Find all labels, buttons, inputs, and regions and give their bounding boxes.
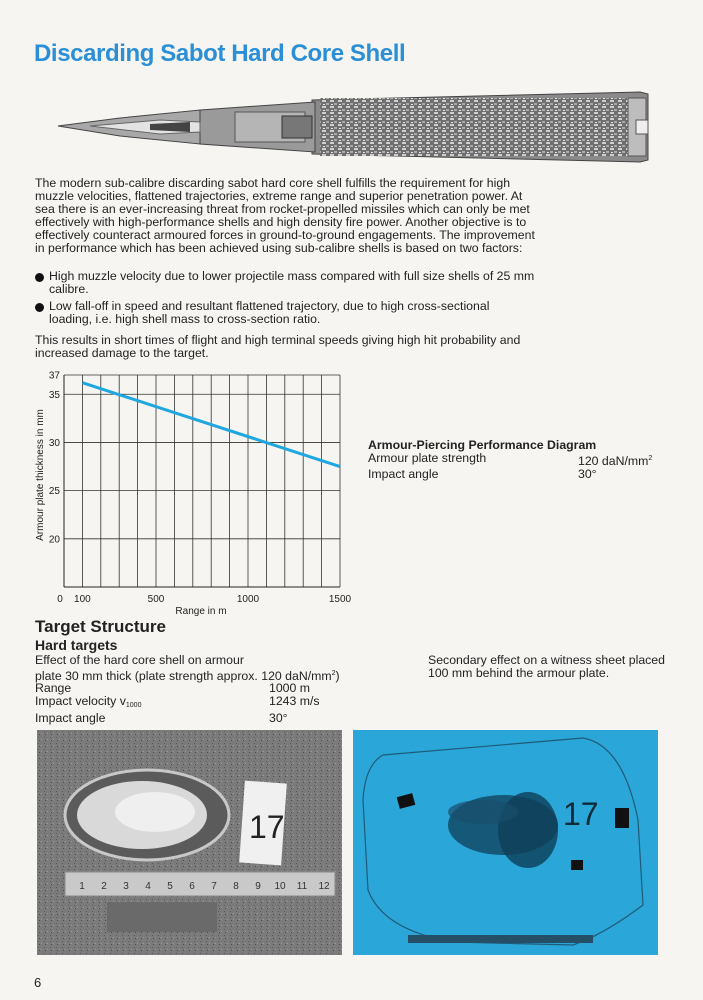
y-tick-label: 30 [48, 437, 60, 449]
x-tick-label: 1500 [328, 594, 352, 605]
ruler-number: 9 [255, 881, 261, 892]
ruler-number: 6 [189, 881, 195, 892]
y-tick-label: 20 [48, 534, 60, 546]
factor-list [35, 270, 535, 330]
y-tick-label: 35 [48, 389, 60, 401]
intro-paragraph: The modern sub-calibre discarding sabot hard core shell fulfills the requirement for high muzzle velocities, flattened trajectories, extreme range and superior penetration power. At sea there is an ever-increasing threat from rocket-propelled missiles which can only be met effectively with high-performance shells and high density fire power. Another objective is to effectively counteract armoured forces in ground-to-ground engagements. The improvement in performance which has been achieved using sub-calibre shells is based on two factors: [35, 176, 535, 255]
spec-angle: Impact angle 30° [35, 711, 288, 725]
spec-velocity: Impact velocity $v_{1000}$ 1243 m/s [35, 694, 320, 709]
x-tick-label: 100 [74, 594, 91, 605]
bullet-icon [35, 273, 44, 282]
list-item: Low fall-off in speed and resultant flattened trajectory, due to high cross-sectional loading, i.e. high shell mass to cross-section ratio. [35, 300, 535, 326]
section-heading: Target Structure [35, 617, 166, 636]
ruler-number: 2 [101, 881, 107, 892]
plate-marker-label: 17 [249, 809, 285, 845]
subsection-heading: Hard targets [35, 637, 118, 653]
secondary-effect-caption: Secondary effect on a witness sheet placed 100 mm behind the armour plate. [428, 653, 665, 680]
ruler-number: 12 [318, 881, 330, 892]
chart-svg [30, 365, 360, 620]
legend-row-impact-angle: Impact angle 30° [368, 467, 597, 481]
bullet-icon [35, 303, 44, 312]
ruler-number: 7 [211, 881, 217, 892]
list-item: High muzzle velocity due to lower projectile mass compared with full size shells of 25 mm calibre. [35, 270, 535, 296]
result-paragraph: This results in short times of flight and high terminal speeds giving high hit probability and increased damage to the target. [35, 333, 521, 360]
shell-cutaway-illustration [50, 82, 660, 172]
armour-piercing-chart [30, 365, 360, 620]
x-tick-label: 500 [147, 594, 165, 605]
hard-target-description: Effect of the hard core shell on armour plate 30 mm thick (plate strength approx. 120 daN/$mm^2$) [35, 653, 340, 683]
y-tick-label: 37 [48, 370, 60, 382]
ruler-number: 1 [79, 881, 85, 892]
x-axis-label: Range in m [175, 606, 227, 617]
x-tick-label: 0 [57, 594, 63, 605]
ruler-number: 3 [123, 881, 129, 892]
y-axis-label: Armour plate thickness in mm [35, 409, 46, 541]
page-title: Discarding Sabot Hard Core Shell [34, 40, 406, 67]
impact-specs [35, 682, 320, 725]
ruler-number: 10 [274, 881, 286, 892]
ruler-number: 11 [296, 881, 308, 892]
legend-row-plate-strength: Armour plate strength 120 daN/$mm^2$ [368, 451, 653, 468]
chart-legend [368, 439, 668, 481]
x-tick-label: 1000 [236, 594, 260, 605]
ruler-number: 8 [233, 881, 239, 892]
spec-range: Range 1000 m [35, 681, 311, 695]
y-tick-label: 25 [48, 486, 60, 498]
legend-title: Armour-Piercing Performance Diagram [368, 438, 597, 452]
sheet-marker-label: 17 [563, 796, 599, 832]
witness-sheet-photo [353, 730, 658, 955]
ruler-number: 5 [167, 881, 173, 892]
ruler-number: 4 [145, 881, 151, 892]
armour-plate-photo [37, 730, 342, 955]
page-number: 6 [34, 975, 42, 990]
